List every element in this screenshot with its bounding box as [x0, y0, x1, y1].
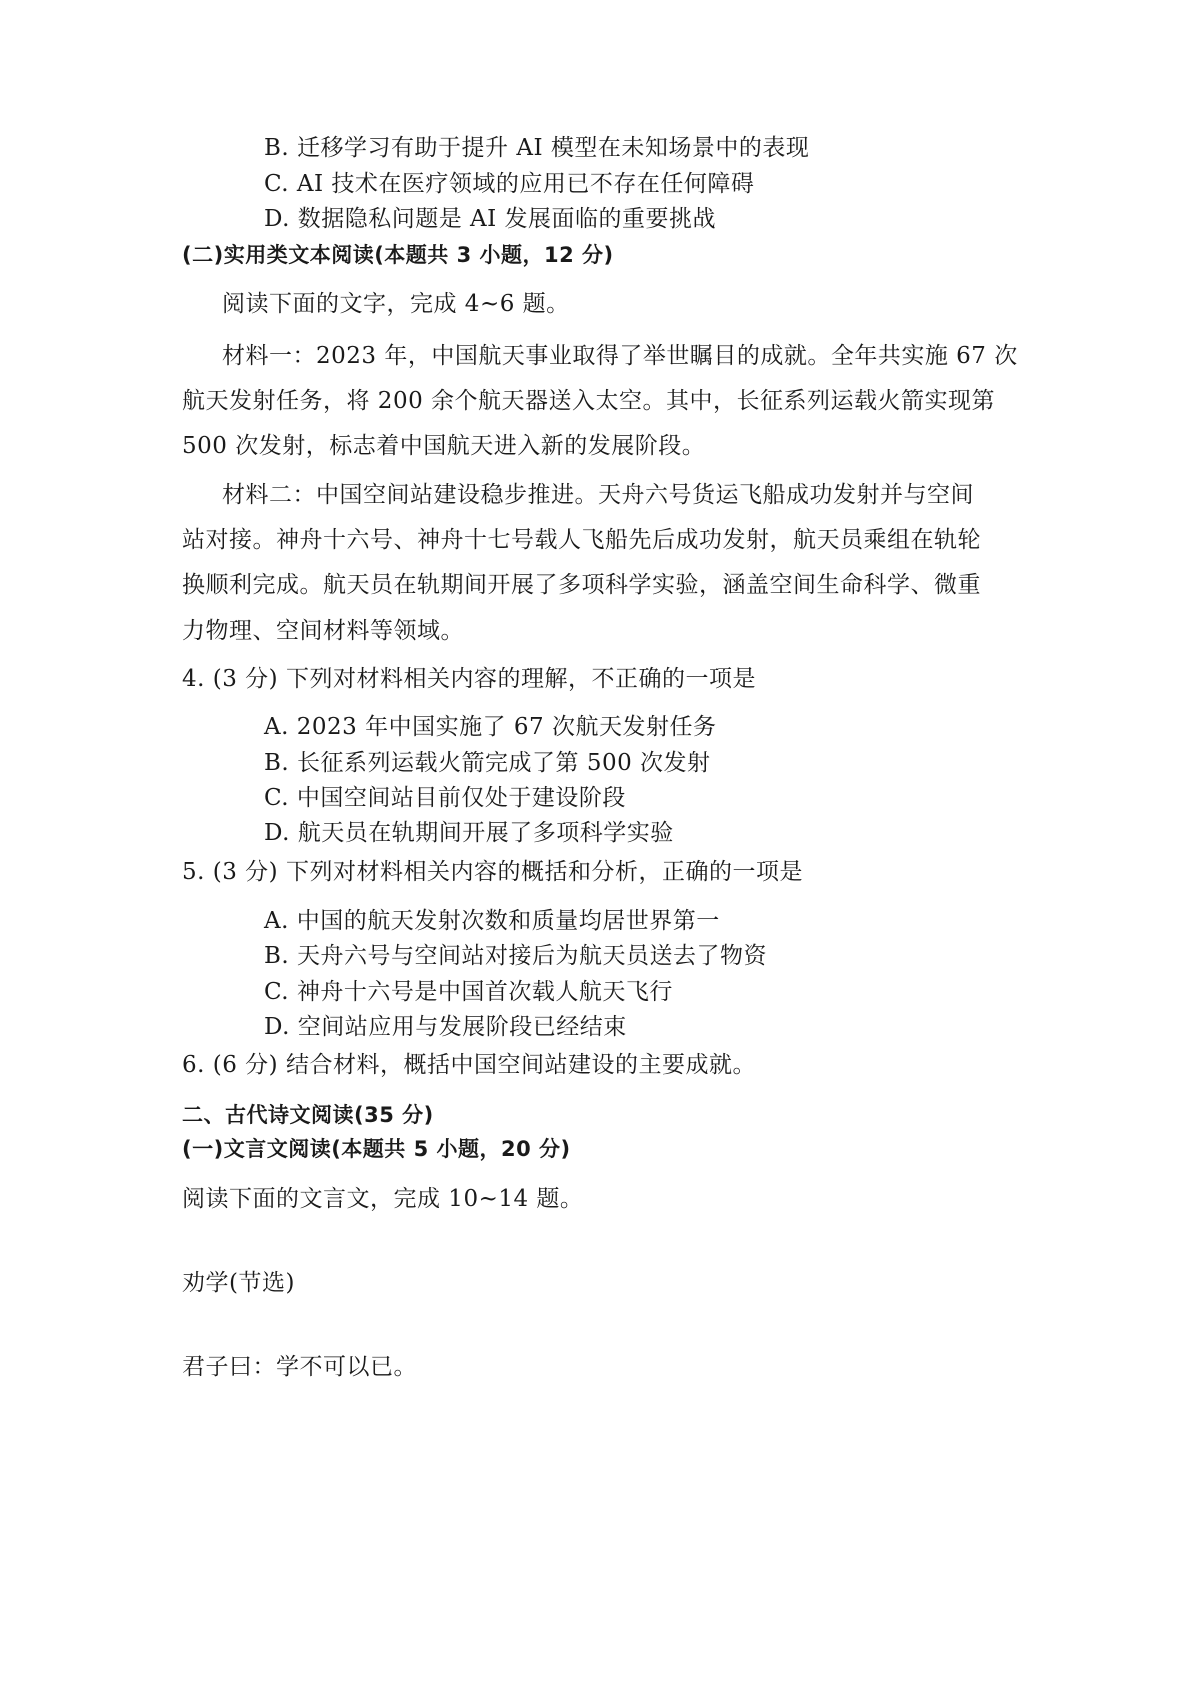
- q3-option-b: B. 迁移学习有助于提升 AI 模型在未知场景中的表现: [264, 135, 810, 161]
- q4-stem: 4. (3 分) 下列对材料相关内容的理解，不正确的一项是: [182, 666, 756, 692]
- q5-option-c: C. 神舟十六号是中国首次载人航天飞行: [264, 979, 673, 1005]
- section-heading-classical-chinese: (一)文言文阅读(本题共 5 小题，20 分): [182, 1137, 571, 1161]
- part-heading-ancient-poetry: 二、古代诗文阅读(35 分): [182, 1103, 434, 1127]
- section-heading-practical-text: (二)实用类文本阅读(本题共 3 小题，12 分): [182, 243, 614, 267]
- material-2-line: 力物理、空间材料等领域。: [182, 618, 464, 644]
- q5-option-a: A. 中国的航天发射次数和质量均居世界第一: [264, 908, 720, 934]
- q4-option-a: A. 2023 年中国实施了 67 次航天发射任务: [264, 714, 717, 740]
- material-2-line: 站对接。神舟十六号、神舟十七号载人飞船先后成功发射，航天员乘组在轨轮: [182, 527, 981, 553]
- q6-stem: 6. (6 分) 结合材料，概括中国空间站建设的主要成就。: [182, 1052, 756, 1078]
- material-1-line: 航天发射任务，将 200 余个航天器送入太空。其中，长征系列运载火箭实现第: [182, 388, 996, 414]
- q5-option-d: D. 空间站应用与发展阶段已经结束: [264, 1014, 627, 1040]
- q5-stem: 5. (3 分) 下列对材料相关内容的概括和分析，正确的一项是: [182, 859, 803, 885]
- q4-option-b: B. 长征系列运载火箭完成了第 500 次发射: [264, 750, 711, 776]
- q4-option-d: D. 航天员在轨期间开展了多项科学实验: [264, 820, 674, 846]
- q4-option-c: C. 中国空间站目前仅处于建设阶段: [264, 785, 626, 811]
- passage-first-line: 君子曰：学不可以已。: [182, 1354, 417, 1380]
- section-intro: 阅读下面的文字，完成 4~6 题。: [222, 291, 570, 317]
- material-1-line: 材料一：2023 年，中国航天事业取得了举世瞩目的成就。全年共实施 67 次: [222, 343, 1018, 369]
- material-2-line: 换顺利完成。航天员在轨期间开展了多项科学实验，涵盖空间生命科学、微重: [182, 572, 981, 598]
- material-2-line: 材料二：中国空间站建设稳步推进。天舟六号货运飞船成功发射并与空间: [222, 482, 974, 508]
- classical-intro: 阅读下面的文言文，完成 10~14 题。: [182, 1186, 584, 1212]
- q3-option-c: C. AI 技术在医疗领域的应用已不存在任何障碍: [264, 171, 755, 197]
- q5-option-b: B. 天舟六号与空间站对接后为航天员送去了物资: [264, 943, 768, 969]
- material-1-line: 500 次发射，标志着中国航天进入新的发展阶段。: [182, 433, 706, 459]
- passage-title: 劝学(节选): [182, 1270, 295, 1296]
- q3-option-d: D. 数据隐私问题是 AI 发展面临的重要挑战: [264, 206, 717, 232]
